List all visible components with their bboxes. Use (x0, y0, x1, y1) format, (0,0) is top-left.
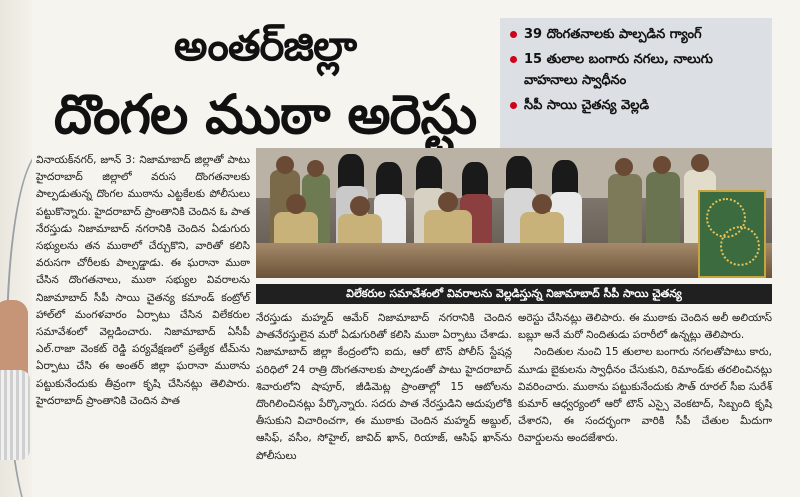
article-column-2 (256, 310, 512, 465)
highlights-box (500, 18, 772, 148)
article-paragraph: నిందితుల నుంచి 15 తులాల బంగారు నగలతోపాటు కారు, మూడు బైకులను స్వాధీనం చేసుకుని, రిమాండ్‌కు తరలించినట్లు వివరించారు. ముఠాను పట్టుకునేందుకు సౌత్ రూరల్ సీఐ సురేశ్ కుమార్ ఆధ్వర్యంలో ఆరో టౌన్ ఎస్సై వెంకటాద్, సిబ్బంది కృషి చేశారని, ఈ సందర్భంగా వారికి సీపీ చేతుల మీదుగా రివార్డులను అందజేశారు. (518, 346, 772, 445)
highlight-item: 39 దొంగతనాలకు పాల్పడిన గ్యాంగ్ (508, 24, 764, 45)
headline-line-2: దొంగల ముఠా అరెస్టు (53, 83, 477, 146)
adjacent-photo-fragment (0, 0, 32, 497)
article-paragraph: వినాయక్‌నగర్, జూన్ 3: నిజామాబాద్ జిల్లాతో పాటు హైదరాబాద్ జిల్లాలో వరుస దొంగతనాలకు పాల్పడుతున్న దొంగల ముఠాను ఎట్టకేలకు పోలీసులు పట్టుకొన్నారు. హైదరాబాద్ ప్రాంతానికి చెందిన ఓ పాత నేరస్తుడు నిజామాబాద్ నగరానికి చెందిన ఏడుగురు సభ్యులను తన ముఠాలో చేర్చుకొని, వారితో కలిసి వరుసగా చోరీలకు పాల్పడ్డాడు. ఈ ఘరానా ముఠా చేసిన దొంగతనాలు, ముఠా సభ్యుల వివరాలను నిజామాబాద్ సీపీ సాయి చైతన్య కమాండ్ కంట్రోల్ హాల్‌లో మంగళవారం ఏర్పాటు చేసిన విలేకరుల సమావేశంలో వెల్లడించారు. నిజామాబాద్ ఏసీపీ ఎల్.రాజా వెంకట్ రెడ్డి పర్యవేక్షణలో ప్రత్యేక టీమ్‌ను ఏర్పాటు చేసి ఈ అంతర్ జిల్లా ఘరానా ముఠాను పట్టుకునేందుకు తీవ్రంగా కృషి చేసినట్లు తెలిపారు. హైదరాబాద్ ప్రాంతానికి చెందిన పాత (36, 154, 250, 407)
headline-line-1: అంతర్‌జిల్లా (173, 21, 357, 70)
highlight-item: 15 తులాల బంగారు నగలు, నాలుగు వాహనాలు స్వాధీనం (508, 49, 764, 91)
press-meet-photo (256, 148, 772, 278)
article-paragraph: అరెస్టు చేసినట్లు తెలిపారు. ఈ ముఠాకు చెందిన అలీ అలియాస్ బబ్లూ అనే మరో నిందితుడు పరారీలో ఉన్నట్లు తెలిపారు. (518, 312, 772, 342)
seized-jewellery-display (698, 190, 766, 278)
article-column-1 (36, 152, 250, 410)
article-headline (40, 14, 490, 152)
article-paragraph: నేరస్తుడు మహ్మద్ ఆమేర్ నిజామాబాద్ నగరానికి చెందిన పాతనేరస్తులైన మరో ఏడుగురితో కలిసి ముఠా ఏర్పాటు చేశాడు. నిజామాబాద్ జిల్లా కేంద్రంలోని ఐదు, ఆరో టౌన్ పోలీస్ స్టేషన్ల పరిధిలో 24 రాత్రి దొంగతనాలకు పాల్పడంతో పాటు హైదరాబాద్ శివారులోని షాపూర్, జీడిమెట్ల ప్రాంతాల్లో 15 ఆటోలను దొంగిలించినట్లు పేర్కొన్నారు. సదరు పాత నేరస్తుడిని ఆదుపులోకి తీసుకుని విచారించగా, ఈ ముఠాకు చెందిన మహ్మద్ అబ్దుల్, ఆసిఫ్, వసీం, సోహైల్, జావిద్ ఖాన్, రియాజ్, ఆసిఫ్ ఖాన్‌ను పోలీసులు (256, 312, 512, 462)
photo-caption: విలేకరుల సమావేశంలో వివరాలను వెల్లడిస్తున్న నిజామాబాద్ సీపీ సాయి చైతన్య (256, 284, 772, 304)
highlight-item: సీపీ సాయి చైతన్య వెల్లడి (508, 95, 764, 116)
article-column-3 (518, 310, 772, 448)
